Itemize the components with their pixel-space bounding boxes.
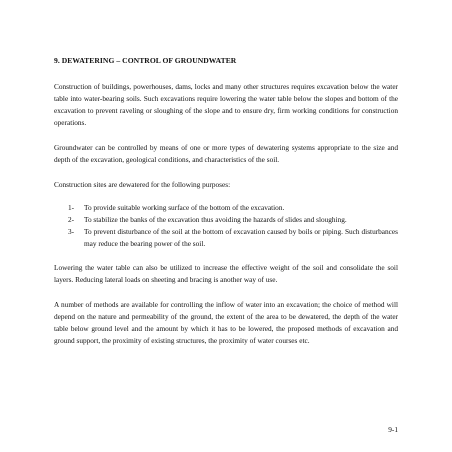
list-item-number: 1-: [68, 203, 75, 212]
paragraph-water-table: Lowering the water table can also be utilized to increase the effective weight of the soil and consolidate the soil layers. Reducing lateral loads on sheeting and bracing is another way of use.: [54, 263, 398, 284]
list-item: [68, 226, 398, 250]
section-heading: 9. DEWATERING – CONTROL OF GROUNDWATER: [54, 56, 237, 65]
paragraph-purposes-lead: Construction sites are dewatered for the following purposes:: [54, 180, 231, 189]
paragraph-intro: Construction of buildings, powerhouses, dams, locks and many other structures requires excavation below the water table into water-bearing soils. Such excavations require lowering the water table below the slopes and bottom of the excavation to prevent raveling or sloughing of the slope and to ensure dry, firm working conditions for construction operations.: [54, 82, 398, 127]
paragraph-methods: A number of methods are available for controlling the inflow of water into an excavation; the choice of method will depend on the nature and permeability of the ground, the extent of the area to be dewatered, the depth of the water table below ground level and the amount by which it has to be lowered, the proposed methods of excavation and ground support, the proximity of existing structures, the proximity of water courses etc.: [54, 300, 398, 345]
list-item-number: 3-: [68, 227, 75, 236]
list-item: [68, 202, 398, 214]
list-item-number: 2-: [68, 215, 75, 224]
purposes-list: [68, 202, 398, 250]
list-item: [68, 214, 398, 226]
list-item-text: To prevent disturbance of the soil at the bottom of excavation caused by boils or piping. Such disturbances may reduce the bearing power of the soil.: [84, 227, 398, 248]
list-item-text: To provide suitable working surface of the bottom of the excavation.: [84, 203, 285, 212]
list-item-text: To stabilize the banks of the excavation thus avoiding the hazards of slides and sloughing.: [84, 215, 347, 224]
page-number: 9-1: [388, 425, 398, 434]
page-content: [54, 56, 398, 360]
paragraph-control: Groundwater can be controlled by means of one or more types of dewatering systems appropriate to the size and depth of the excavation, geological conditions, and characteristics of the soil.: [54, 143, 398, 164]
